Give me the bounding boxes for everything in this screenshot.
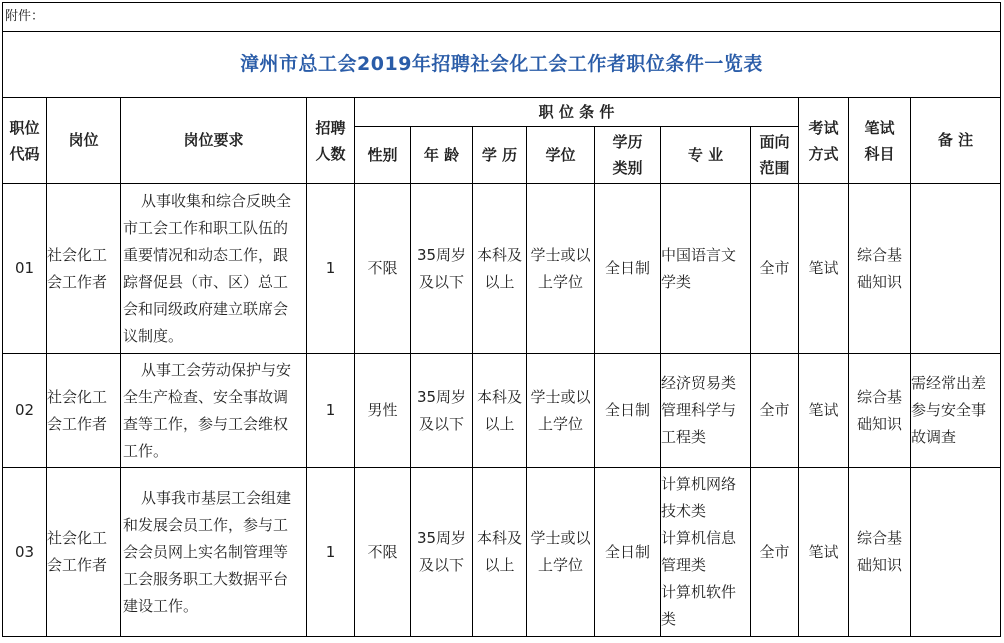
cell-major: 经济贸易类 管理科学与 工程类 (661, 354, 751, 468)
header-exam-method: 考试 方式 (799, 98, 849, 184)
header-edu-type: 学历 类别 (595, 127, 661, 184)
cell-exam-subject: 综合基 础知识 (849, 468, 911, 637)
cell-headcount: 1 (307, 184, 355, 354)
header-remarks: 备 注 (911, 98, 1001, 184)
header-code: 职位 代码 (3, 98, 47, 184)
cell-remarks (911, 184, 1001, 354)
table-title: 漳州市总工会2019年招聘社会化工会工作者职位条件一览表 (3, 32, 1001, 98)
cell-edu-type: 全日制 (595, 354, 661, 468)
header-gender: 性别 (355, 127, 411, 184)
cell-scope: 全市 (751, 354, 799, 468)
cell-code: 03 (3, 468, 47, 637)
cell-major: 计算机网络 技术类 计算机信息 管理类 计算机软件 类 (661, 468, 751, 637)
header-degree: 学位 (527, 127, 595, 184)
table-row (3, 354, 1001, 468)
cell-exam-method: 笔试 (799, 468, 849, 637)
cell-gender: 不限 (355, 184, 411, 354)
table-row (3, 468, 1001, 637)
cell-post: 社会化工 会工作者 (47, 468, 121, 637)
cell-post: 社会化工 会工作者 (47, 354, 121, 468)
cell-gender: 不限 (355, 468, 411, 637)
cell-age: 35周岁 及以下 (411, 184, 473, 354)
cell-headcount: 1 (307, 354, 355, 468)
header-row-1 (3, 98, 1001, 127)
cell-edu-type: 全日制 (595, 468, 661, 637)
cell-remarks (911, 468, 1001, 637)
cell-scope: 全市 (751, 468, 799, 637)
cell-headcount: 1 (307, 468, 355, 637)
cell-major: 中国语言文 学类 (661, 184, 751, 354)
position-table-sheet (2, 2, 1001, 637)
header-education: 学 历 (473, 127, 527, 184)
header-post: 岗位 (47, 98, 121, 184)
cell-exam-subject: 综合基 础知识 (849, 354, 911, 468)
cell-requirement: 从事收集和综合反映全 市工会工作和职工队伍的 重要情况和动态工作，跟 踪督促县（市、区）总工 会和同级政府建立联席会 议制度。 (121, 184, 307, 354)
cell-exam-method: 笔试 (799, 354, 849, 468)
cell-code: 02 (3, 354, 47, 468)
cell-requirement: 从事工会劳动保护与安 全生产检查、安全事故调 查等工作，参与工会维权 工作。 (121, 354, 307, 468)
attachment-filler (47, 3, 1001, 32)
header-requirement: 岗位要求 (121, 98, 307, 184)
header-headcount: 招聘 人数 (307, 98, 355, 184)
cell-education: 本科及 以上 (473, 354, 527, 468)
cell-gender: 男性 (355, 354, 411, 468)
cell-post: 社会化工 会工作者 (47, 184, 121, 354)
cell-edu-type: 全日制 (595, 184, 661, 354)
cell-exam-subject: 综合基 础知识 (849, 184, 911, 354)
cell-education: 本科及 以上 (473, 468, 527, 637)
attachment-row (3, 3, 1001, 32)
cell-degree: 学士或以 上学位 (527, 184, 595, 354)
title-row (3, 32, 1001, 98)
header-age: 年 龄 (411, 127, 473, 184)
cell-degree: 学士或以 上学位 (527, 354, 595, 468)
cell-age: 35周岁 及以下 (411, 468, 473, 637)
cell-scope: 全市 (751, 184, 799, 354)
cell-age: 35周岁 及以下 (411, 354, 473, 468)
header-conditions: 职 位 条 件 (355, 98, 799, 127)
header-scope: 面向 范围 (751, 127, 799, 184)
header-exam-subject: 笔试 科目 (849, 98, 911, 184)
table-row (3, 184, 1001, 354)
cell-education: 本科及 以上 (473, 184, 527, 354)
cell-code: 01 (3, 184, 47, 354)
attachment-label: 附件： (3, 3, 47, 32)
cell-requirement: 从事我市基层工会组建 和发展会员工作，参与工 会会员网上实名制管理等 工会服务职工大数据平台 建设工作。 (121, 468, 307, 637)
cell-remarks: 需经常出差 参与安全事 故调查 (911, 354, 1001, 468)
cell-exam-method: 笔试 (799, 184, 849, 354)
position-table (2, 2, 1001, 637)
cell-degree: 学士或以 上学位 (527, 468, 595, 637)
header-major: 专 业 (661, 127, 751, 184)
